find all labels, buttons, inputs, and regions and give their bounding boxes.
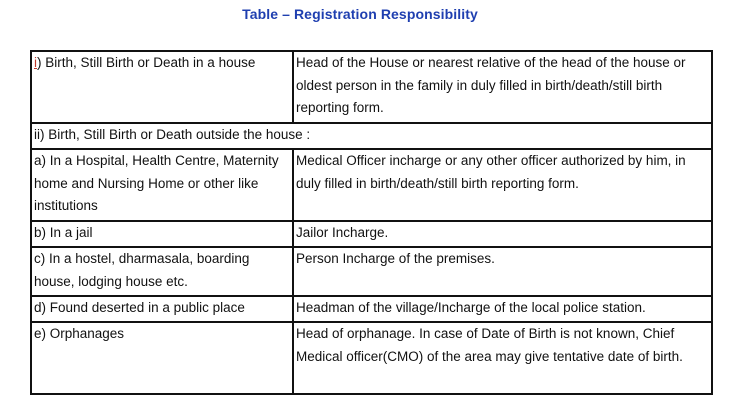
table-row-house (31, 51, 712, 123)
place-cell: e) Orphanages (31, 322, 293, 394)
table-row-hostel (31, 247, 712, 296)
responsible-cell: Jailor Incharge. (293, 221, 712, 247)
place-cell: c) In a hostel, dharmasala, boarding house, lodging house etc. (31, 247, 293, 296)
table-row-public-place (31, 296, 712, 322)
table-row-jail (31, 221, 712, 247)
table-row-hospital (31, 149, 712, 221)
place-cell: a) In a Hospital, Health Centre, Maternity home and Nursing Home or other like institutions (31, 149, 293, 221)
table-title: Table – Registration Responsibility (242, 6, 478, 22)
table-row-section (31, 123, 712, 149)
responsible-cell: Person Incharge of the premises. (293, 247, 712, 296)
row-marker: i (34, 55, 37, 70)
responsible-cell: Headman of the village/Incharge of the local police station. (293, 296, 712, 322)
responsible-cell: Medical Officer incharge or any other officer authorized by him, in duly filled in birth/death/still birth reporting form. (293, 149, 712, 221)
responsible-cell: Head of the House or nearest relative of the head of the house or oldest person in the family in duly filled in birth/death/still birth reporting form. (293, 51, 712, 123)
section-heading: ii) Birth, Still Birth or Death outside the house : (31, 123, 712, 149)
responsible-cell: Head of orphanage. In case of Date of Birth is not known, Chief Medical officer(CMO) of the area may give tentative date of birth. (293, 322, 712, 394)
registration-responsibility-table (30, 50, 713, 395)
place-cell (31, 51, 293, 123)
place-text: ) Birth, Still Birth or Death in a house (37, 55, 256, 70)
place-cell: d) Found deserted in a public place (31, 296, 293, 322)
place-cell: b) In a jail (31, 221, 293, 247)
table-row-orphanages (31, 322, 712, 394)
